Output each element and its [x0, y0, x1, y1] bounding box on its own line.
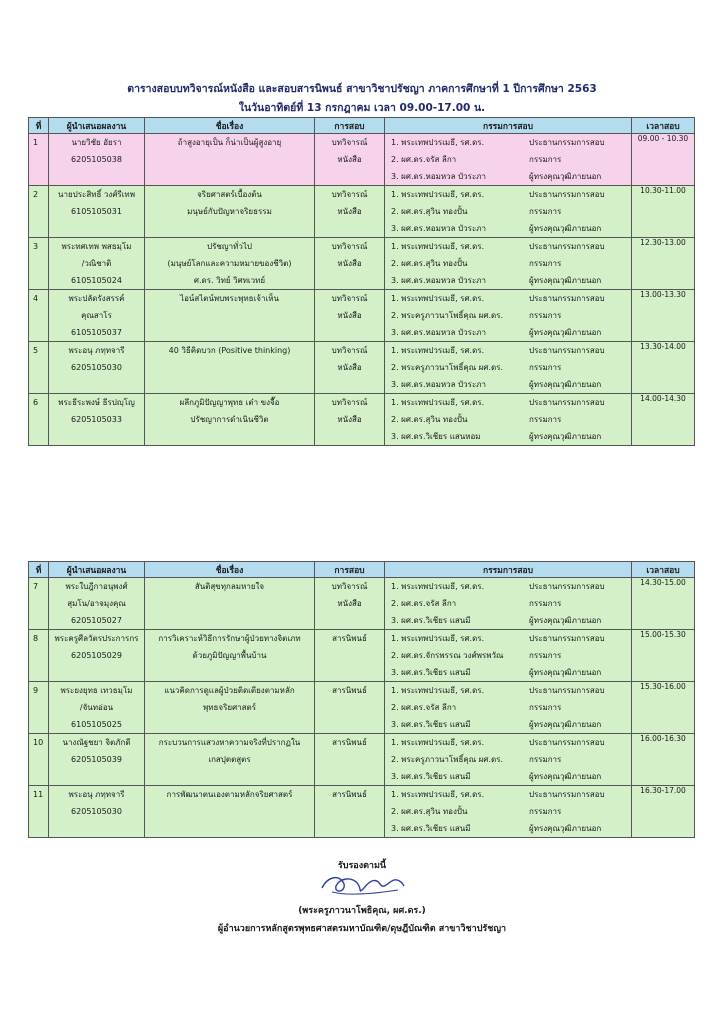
col-header-exam: การสอบ	[315, 118, 385, 134]
exam-cell	[315, 734, 385, 786]
row-number-cell	[29, 394, 49, 446]
committee-member-name: 3. ผศ.ดร.หอมหวล บัวระภา	[391, 276, 487, 285]
presenter-cell	[49, 186, 145, 238]
committee-member-name: 2. ผศ.ดร.จักรพรรณ วงศ์พรพวัณ	[391, 651, 504, 660]
presenter-line: 6205105030	[71, 363, 122, 372]
presenter-line: คุณสาโร	[81, 311, 112, 320]
title-line: จริยศาสตร์เบื้องต้น	[197, 190, 262, 199]
row-number: 4	[33, 294, 39, 303]
table-row	[29, 342, 695, 394]
table-row	[29, 578, 695, 630]
title-cell	[145, 342, 315, 394]
committee-member-name: 2. ผศ.ดร.สุวิน ทองปั้น	[391, 207, 468, 216]
committee-member-role: ประธานกรรมการสอบ	[529, 138, 605, 147]
exam-line: บทวิจารณ์	[331, 138, 368, 147]
committee-member	[385, 151, 631, 168]
schedule-table-1	[28, 117, 695, 446]
table-header-row	[29, 562, 695, 578]
committee-member	[385, 307, 631, 324]
row-number-cell	[29, 734, 49, 786]
exam-line: สารนิพนธ์	[332, 634, 367, 643]
committee-member-name: 3. ผศ.ดร.หอมหวล บัวระภา	[391, 172, 487, 181]
row-number-cell	[29, 682, 49, 734]
title-line: (มนุษย์โลกและความหมายของชีวิต)	[167, 259, 292, 268]
table-2-body	[29, 578, 695, 838]
committee-member	[385, 203, 631, 220]
col-header-presenter: ผู้นำเสนอผลงาน	[49, 562, 145, 578]
committee-member-role: กรรมการ	[529, 755, 562, 764]
committee-member	[385, 272, 631, 289]
exam-cell	[315, 682, 385, 734]
committee-member-name: 2. ผศ.ดร.สุวิน ทองปั้น	[391, 415, 468, 424]
committee-member-role: กรรมการ	[529, 363, 562, 372]
presenter-line: นายประสิทธิ์ วงศ์รีเทพ	[58, 190, 135, 199]
committee-member	[385, 238, 631, 255]
table-row	[29, 134, 695, 186]
title-cell	[145, 186, 315, 238]
committee-member	[385, 820, 631, 837]
document-title: ตารางสอบบทวิจารณ์หนังสือ และสอบสารนิพนธ์ สาขาวิชาปรัชญา ภาคการศึกษาที่ 1 ปีการศึกษา 2563	[127, 83, 597, 95]
row-number-cell	[29, 786, 49, 838]
exam-line: หนังสือ	[337, 599, 362, 608]
row-number: 11	[33, 790, 44, 799]
committee-member-name: 3. ผศ.ดร.วิเชียร แสนมี	[391, 824, 471, 833]
signer-position: ผู้อำนวยการหลักสูตรพุทธศาสตรมหาบัณฑิต/ดุษฎีบัณฑิต สาขาวิชาปรัชญา	[217, 924, 507, 934]
committee-member	[385, 134, 631, 151]
presenter-cell	[49, 630, 145, 682]
title-line: แนวคิดการดูแลผู้ป่วยติดเตียงตามหลัก	[164, 686, 295, 695]
committee-member	[385, 630, 631, 647]
committee-member-name: 2. ผศ.ดร.จรัส ลีกา	[391, 155, 457, 164]
presenter-line: นางณัฐชยา จิตภักดี	[62, 738, 131, 747]
presenter-line: 6105105025	[71, 720, 122, 729]
committee-cell	[385, 394, 632, 446]
exam-time-cell: 09.00 - 10.30	[632, 134, 695, 186]
committee-member	[385, 803, 631, 820]
committee-cell	[385, 186, 632, 238]
exam-cell	[315, 342, 385, 394]
row-number-cell	[29, 578, 49, 630]
col-header-no: ที่	[29, 562, 49, 578]
committee-member	[385, 186, 631, 203]
col-header-time: เวลาสอบ	[632, 118, 695, 134]
title-line: ศ.ดร. วิทย์ วิศทเวทย์	[193, 276, 266, 285]
committee-member-name: 2. ผศ.ดร.สุวิน ทองปั้น	[391, 807, 468, 816]
row-number-cell	[29, 134, 49, 186]
title-cell	[145, 682, 315, 734]
presenter-line: พระอนุ ภทฺทจารี	[68, 790, 125, 799]
committee-member-role: กรรมการ	[529, 259, 562, 268]
title-line: ผลึกภูมิปัญญาพุทธ เต๋า ขงจื๊อ	[179, 398, 280, 407]
committee-member	[385, 664, 631, 681]
committee-cell	[385, 238, 632, 290]
presenter-line: พระอนุ ภทฺทจารี	[68, 346, 125, 355]
exam-line: หนังสือ	[337, 207, 362, 216]
exam-time-cell: 14.00-14.30	[632, 394, 695, 446]
committee-member-name: 1. พระเทพปวรเมธี, รศ.ดร.	[391, 582, 485, 591]
committee-member-role: ประธานกรรมการสอบ	[529, 398, 605, 407]
committee-member-name: 3. ผศ.ดร.หอมหวล บัวระภา	[391, 224, 487, 233]
presenter-line: 6205105027	[71, 616, 122, 625]
committee-member-role: ผู้ทรงคุณวุฒิภายนอก	[529, 380, 602, 389]
committee-member	[385, 786, 631, 803]
committee-cell	[385, 290, 632, 342]
presenter-cell	[49, 134, 145, 186]
row-number: 8	[33, 634, 39, 643]
table-row	[29, 238, 695, 290]
committee-member-name: 1. พระเทพปวรเมธี, รศ.ดร.	[391, 790, 485, 799]
title-line: เกสปุตตสูตร	[208, 755, 251, 764]
committee-member	[385, 751, 631, 768]
row-number: 6	[33, 398, 39, 407]
exam-line: หนังสือ	[337, 415, 362, 424]
committee-member-name: 3. ผศ.ดร.วิเชียร แสนหอม	[391, 432, 481, 441]
committee-member-role: ผู้ทรงคุณวุฒิภายนอก	[529, 432, 602, 441]
title-cell	[145, 630, 315, 682]
committee-member	[385, 220, 631, 237]
presenter-cell	[49, 238, 145, 290]
exam-cell	[315, 578, 385, 630]
col-header-presenter: ผู้นำเสนอผลงาน	[49, 118, 145, 134]
exam-line: บทวิจารณ์	[331, 346, 368, 355]
committee-member	[385, 699, 631, 716]
signer-name: (พระครูภาวนาโพธิคุณ, ผศ.ดร.)	[298, 906, 426, 916]
committee-member	[385, 734, 631, 751]
presenter-cell	[49, 734, 145, 786]
committee-member-role: กรรมการ	[529, 207, 562, 216]
committee-member-role: ประธานกรรมการสอบ	[529, 242, 605, 251]
col-header-title: ชื่อเรื่อง	[145, 562, 315, 578]
title-line: 40 วิธีคิดบวก (Positive thinking)	[168, 346, 291, 355]
committee-member	[385, 376, 631, 393]
committee-member-role: ผู้ทรงคุณวุฒิภายนอก	[529, 824, 602, 833]
col-header-committee: กรรมการสอบ	[385, 118, 632, 134]
table-header-row	[29, 118, 695, 134]
committee-member	[385, 578, 631, 595]
committee-member	[385, 595, 631, 612]
title-line: พุทธจริยศาสตร์	[202, 703, 257, 712]
committee-member-role: กรรมการ	[529, 651, 562, 660]
committee-cell	[385, 134, 632, 186]
row-number: 9	[33, 686, 39, 695]
committee-member-role: กรรมการ	[529, 703, 562, 712]
row-number: 10	[33, 738, 44, 747]
presenter-line: 6205105029	[71, 651, 122, 660]
committee-member-name: 1. พระเทพปวรเมธี, รศ.ดร.	[391, 686, 485, 695]
title-cell	[145, 578, 315, 630]
col-header-time: เวลาสอบ	[632, 562, 695, 578]
presenter-line: 6205105038	[71, 155, 122, 164]
committee-cell	[385, 630, 632, 682]
row-number: 2	[33, 190, 39, 199]
presenter-line: /จันทอ่อน	[79, 703, 114, 712]
exam-time-cell: 12.30-13.00	[632, 238, 695, 290]
presenter-line: พระใบฎีกาอนุพงศ์	[65, 582, 128, 591]
presenter-line: 6205105030	[71, 807, 122, 816]
exam-line: สารนิพนธ์	[332, 790, 367, 799]
committee-member-role: กรรมการ	[529, 311, 562, 320]
committee-member-role: กรรมการ	[529, 807, 562, 816]
committee-member-role: ผู้ทรงคุณวุฒิภายนอก	[529, 276, 602, 285]
committee-member-role: กรรมการ	[529, 155, 562, 164]
committee-member-name: 2. ผศ.ดร.สุวิน ทองปั้น	[391, 259, 468, 268]
presenter-line: นายวิชัย อัยรา	[71, 138, 122, 147]
committee-member	[385, 394, 631, 411]
committee-member-name: 1. พระเทพปวรเมธี, รศ.ดร.	[391, 634, 485, 643]
committee-cell	[385, 734, 632, 786]
exam-time-cell: 13.30-14.00	[632, 342, 695, 394]
document-subtitle: ในวันอาทิตย์ที่ 13 กรกฎาคม เวลา 09.00-17.00 น.	[238, 102, 486, 114]
table-1-body	[29, 134, 695, 446]
presenter-line: พระทศเทพ พสธมฺโม	[61, 242, 132, 251]
committee-member-name: 1. พระเทพปวรเมธี, รศ.ดร.	[391, 738, 485, 747]
committee-member	[385, 168, 631, 185]
committee-cell	[385, 342, 632, 394]
committee-member-role: ผู้ทรงคุณวุฒิภายนอก	[529, 328, 602, 337]
title-cell	[145, 290, 315, 342]
exam-time-cell: 10.30-11.00	[632, 186, 695, 238]
exam-line: หนังสือ	[337, 363, 362, 372]
presenter-line: พระครูศีลวัตรประการกร	[54, 634, 139, 643]
committee-member-role: ประธานกรรมการสอบ	[529, 686, 605, 695]
committee-member-role: กรรมการ	[529, 599, 562, 608]
committee-member-role: ผู้ทรงคุณวุฒิภายนอก	[529, 616, 602, 625]
table-row	[29, 394, 695, 446]
table-row	[29, 682, 695, 734]
exam-cell	[315, 290, 385, 342]
committee-member-role: ผู้ทรงคุณวุฒิภายนอก	[529, 772, 602, 781]
title-line: การพัฒนาตนเองตามหลักจริยศาสตร์	[166, 790, 293, 799]
exam-line: บทวิจารณ์	[331, 190, 368, 199]
exam-line: สารนิพนธ์	[332, 686, 367, 695]
title-line: ปรัชญาทั่วไป	[207, 242, 252, 251]
signature-image	[318, 870, 408, 900]
row-number: 7	[33, 582, 39, 591]
table-row	[29, 786, 695, 838]
row-number: 1	[33, 138, 39, 147]
exam-cell	[315, 630, 385, 682]
committee-member	[385, 647, 631, 664]
presenter-line: สุมโน/อาจมุงคุณ	[67, 599, 126, 608]
committee-cell	[385, 682, 632, 734]
committee-member	[385, 255, 631, 272]
committee-member-name: 2. ผศ.ดร.จรัส ลีกา	[391, 703, 457, 712]
committee-member-role: ประธานกรรมการสอบ	[529, 582, 605, 591]
presenter-cell	[49, 394, 145, 446]
committee-member-role: กรรมการ	[529, 415, 562, 424]
title-line: กระบวนการแสวงหาความจริงที่ปรากฏใน	[158, 738, 301, 747]
exam-time-cell: 13.00-13.30	[632, 290, 695, 342]
committee-member-role: ประธานกรรมการสอบ	[529, 790, 605, 799]
committee-member-name: 2. พระครูภาวนาโพธิ์คุณ ผศ.ดร.	[391, 363, 504, 372]
col-header-exam: การสอบ	[315, 562, 385, 578]
certify-label: รับรองตามนี้	[337, 861, 387, 871]
presenter-line: 6105105024	[71, 276, 122, 285]
exam-line: หนังสือ	[337, 311, 362, 320]
exam-cell	[315, 134, 385, 186]
committee-member-name: 3. ผศ.ดร.วิเชียร แสนมี	[391, 772, 471, 781]
committee-member-name: 3. ผศ.ดร.วิเชียร แสนมี	[391, 616, 471, 625]
committee-member-name: 1. พระเทพปวรเมธี, รศ.ดร.	[391, 138, 485, 147]
table-row	[29, 734, 695, 786]
committee-member	[385, 411, 631, 428]
row-number: 3	[33, 242, 39, 251]
committee-member-name: 3. ผศ.ดร.หอมหวล บัวระภา	[391, 380, 487, 389]
presenter-cell	[49, 290, 145, 342]
committee-member-role: ผู้ทรงคุณวุฒิภายนอก	[529, 720, 602, 729]
presenter-line: 6205105039	[71, 755, 122, 764]
exam-cell	[315, 238, 385, 290]
schedule-table-2	[28, 561, 695, 838]
title-cell	[145, 786, 315, 838]
committee-member	[385, 768, 631, 785]
exam-line: บทวิจารณ์	[331, 582, 368, 591]
committee-member	[385, 716, 631, 733]
title-line: ปรัชญาการดำเนินชีวิต	[190, 415, 269, 424]
title-line: สันติสุขทุกลมหายใจ	[194, 582, 265, 591]
row-number-cell	[29, 342, 49, 394]
title-cell	[145, 134, 315, 186]
table-row	[29, 186, 695, 238]
exam-time-cell: 16.30-17.00	[632, 786, 695, 838]
committee-member-role: ประธานกรรมการสอบ	[529, 294, 605, 303]
presenter-cell	[49, 786, 145, 838]
title-line: ถ้าสูงอายุเป็น ก็น่าเป็นผู้สูงอายุ	[177, 138, 282, 147]
presenter-line: 6105105031	[71, 207, 122, 216]
title-line: ไอน์สไตน์พบพระพุทธเจ้าเห็น	[180, 294, 279, 303]
title-cell	[145, 734, 315, 786]
presenter-line: /วณิชาติ	[81, 259, 112, 268]
exam-line: หนังสือ	[337, 259, 362, 268]
committee-member	[385, 682, 631, 699]
committee-member-role: ผู้ทรงคุณวุฒิภายนอก	[529, 668, 602, 677]
committee-member-name: 1. พระเทพปวรเมธี, รศ.ดร.	[391, 398, 485, 407]
exam-line: สารนิพนธ์	[332, 738, 367, 747]
row-number-cell	[29, 238, 49, 290]
committee-member-name: 3. ผศ.ดร.หอมหวล บัวระภา	[391, 328, 487, 337]
committee-member	[385, 290, 631, 307]
exam-time-cell: 14.30-15.00	[632, 578, 695, 630]
exam-cell	[315, 394, 385, 446]
committee-member-role: ประธานกรรมการสอบ	[529, 738, 605, 747]
title-cell	[145, 394, 315, 446]
presenter-cell	[49, 342, 145, 394]
committee-member-name: 3. ผศ.ดร.วิเชียร แสนมี	[391, 720, 471, 729]
exam-time-cell: 15.00-15.30	[632, 630, 695, 682]
committee-member	[385, 324, 631, 341]
col-header-no: ที่	[29, 118, 49, 134]
row-number-cell	[29, 290, 49, 342]
committee-member-role: ประธานกรรมการสอบ	[529, 346, 605, 355]
exam-cell	[315, 186, 385, 238]
presenter-cell	[49, 682, 145, 734]
title-cell	[145, 238, 315, 290]
committee-member	[385, 612, 631, 629]
committee-member-name: 2. ผศ.ดร.จรัส ลีกา	[391, 599, 457, 608]
exam-time-cell: 16.00-16.30	[632, 734, 695, 786]
committee-cell	[385, 578, 632, 630]
committee-member-name: 1. พระเทพปวรเมธี, รศ.ดร.	[391, 190, 485, 199]
presenter-line: พระยงยุทธ เทวธมฺโม	[60, 686, 133, 695]
presenter-line: 6105105037	[71, 328, 122, 337]
title-line: มนุษย์กับปัญหาจริยธรรม	[187, 207, 272, 216]
exam-line: หนังสือ	[337, 155, 362, 164]
exam-line: บทวิจารณ์	[331, 242, 368, 251]
committee-member	[385, 359, 631, 376]
committee-member-name: 1. พระเทพปวรเมธี, รศ.ดร.	[391, 346, 485, 355]
committee-member-role: ประธานกรรมการสอบ	[529, 190, 605, 199]
exam-time-cell: 15.30-16.00	[632, 682, 695, 734]
committee-cell	[385, 786, 632, 838]
row-number-cell	[29, 630, 49, 682]
committee-member	[385, 342, 631, 359]
title-line: การวิเคราะห์วิธีการรักษาผู้ป่วยทางจิตเภท	[158, 634, 301, 643]
col-header-title: ชื่อเรื่อง	[145, 118, 315, 134]
col-header-committee: กรรมการสอบ	[385, 562, 632, 578]
table-row	[29, 630, 695, 682]
presenter-line: พระปลัดรังสรรค์	[68, 294, 125, 303]
committee-member-name: 2. พระครูภาวนาโพธิ์คุณ ผศ.ดร.	[391, 755, 504, 764]
committee-member-name: 1. พระเทพปวรเมธี, รศ.ดร.	[391, 294, 485, 303]
presenter-line: 6205105033	[71, 415, 122, 424]
row-number-cell	[29, 186, 49, 238]
committee-member-name: 2. พระครูภาวนาโพธิ์คุณ ผศ.ดร.	[391, 311, 504, 320]
committee-member	[385, 428, 631, 445]
presenter-line: พระธีระพงษ์ ธีรปญฺโญ	[58, 398, 135, 407]
exam-cell	[315, 786, 385, 838]
committee-member-name: 3. ผศ.ดร.วิเชียร แสนมี	[391, 668, 471, 677]
exam-line: บทวิจารณ์	[331, 294, 368, 303]
committee-member-role: ประธานกรรมการสอบ	[529, 634, 605, 643]
presenter-cell	[49, 578, 145, 630]
committee-member-role: ผู้ทรงคุณวุฒิภายนอก	[529, 172, 602, 181]
exam-line: บทวิจารณ์	[331, 398, 368, 407]
committee-member-role: ผู้ทรงคุณวุฒิภายนอก	[529, 224, 602, 233]
committee-member-name: 1. พระเทพปวรเมธี, รศ.ดร.	[391, 242, 485, 251]
title-line: ด้วยภูมิปัญญาพื้นบ้าน	[192, 651, 267, 660]
table-row	[29, 290, 695, 342]
row-number: 5	[33, 346, 39, 355]
